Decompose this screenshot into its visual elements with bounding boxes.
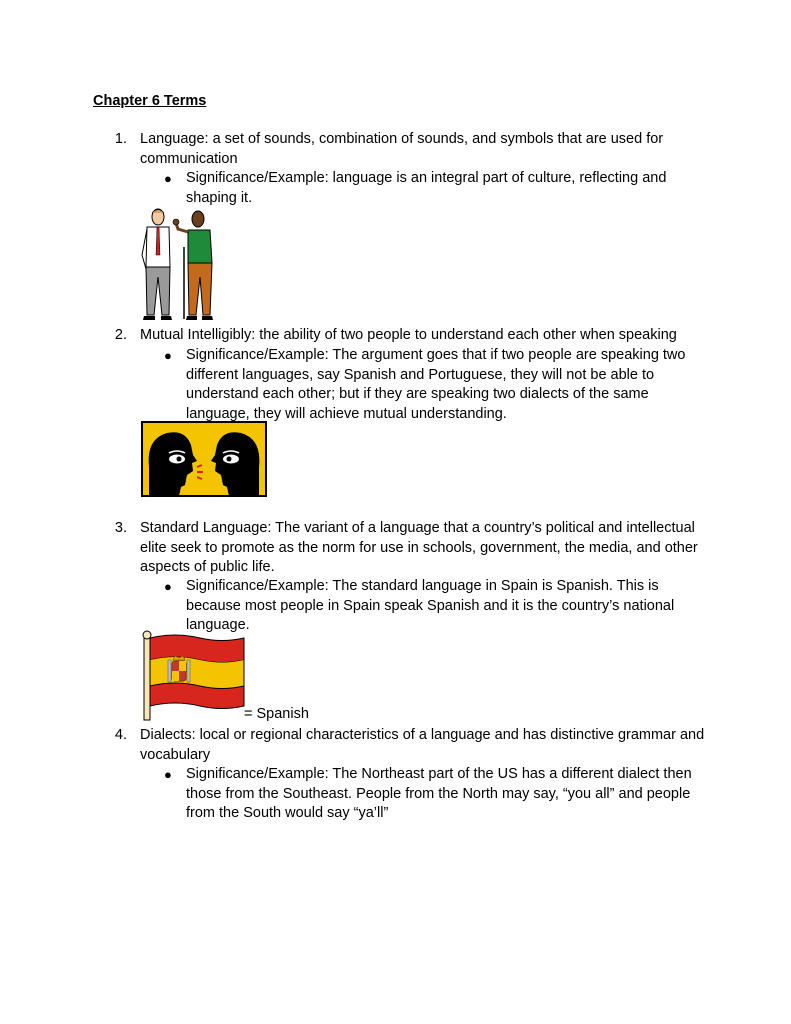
item-4-sig-line-2: those from the Southeast. People from the North may say, “you all” and people xyxy=(186,785,691,802)
item-4-sig-line-3: from the South would say “ya’ll” xyxy=(186,805,389,821)
item-3-term xyxy=(140,519,698,578)
item-2-sig-line-4: language, they will achieve mutual understanding. xyxy=(186,405,507,422)
item-4-term xyxy=(140,726,704,765)
item-2-term-line-1: Mutual Intelligibly: the ability of two people to understand each other when speaking xyxy=(140,327,677,343)
item-3-significance xyxy=(186,577,674,636)
two-heads-speaking-icon xyxy=(141,421,267,497)
item-2-sig-line-3: understand each other; but if they are speaking two dialects of the same xyxy=(186,386,649,402)
bullet-icon: ● xyxy=(164,171,172,186)
item-1-sig-line-2: shaping it. xyxy=(186,189,253,206)
item-4-term-line-2: vocabulary xyxy=(140,746,211,763)
item-1-term xyxy=(140,130,663,169)
bullet-icon: ● xyxy=(164,348,172,363)
item-1-sig-line-1: Significance/Example: language is an integral part of culture, reflecting and xyxy=(186,170,667,186)
item-4-term-line-1: Dialects: local or regional characteristics of a language and has distinctive grammar and xyxy=(140,727,705,743)
bullet-icon: ● xyxy=(164,579,172,594)
item-2-sig-line-1: Significance/Example: The argument goes that if two people are speaking two xyxy=(186,347,686,363)
item-3-number: 3. xyxy=(114,520,127,536)
item-1-term-line-2: communication xyxy=(140,150,238,167)
item-3-sig-line-2: because most people in Spain speak Spanish and it is the country’s national xyxy=(186,597,675,614)
item-1-term-line-1: Language: a set of sounds, combination of sounds, and symbols that are used for xyxy=(140,131,664,147)
spain-flag-icon xyxy=(140,630,246,722)
two-people-talking-icon xyxy=(138,207,218,323)
item-3-term-line-3: aspects of public life. xyxy=(140,559,275,575)
item-3-term-line-1: Standard Language: The variant of a language that a country’s political and intellectual xyxy=(140,520,695,536)
item-4-significance xyxy=(186,765,692,824)
flag-caption: = Spanish xyxy=(244,706,309,722)
bullet-icon: ● xyxy=(164,767,172,782)
item-3-sig-line-1: Significance/Example: The standard language in Spain is Spanish. This is xyxy=(186,578,659,594)
item-1-number: 1. xyxy=(114,131,127,147)
item-3-term-line-2: elite seek to promote as the norm for use in schools, government, the media, and other xyxy=(140,539,698,556)
item-1-significance xyxy=(186,169,666,208)
item-2-term xyxy=(140,326,677,346)
item-4-number: 4. xyxy=(114,727,127,743)
page-title: Chapter 6 Terms xyxy=(93,93,207,109)
item-4-sig-line-1: Significance/Example: The Northeast part of the US has a different dialect then xyxy=(186,766,692,782)
item-2-number: 2. xyxy=(114,327,127,343)
item-2-sig-line-2: different languages, say Spanish and Portuguese, they will not be able to xyxy=(186,366,655,383)
item-3-sig-line-3: language. xyxy=(186,617,250,633)
item-2-significance xyxy=(186,346,685,424)
